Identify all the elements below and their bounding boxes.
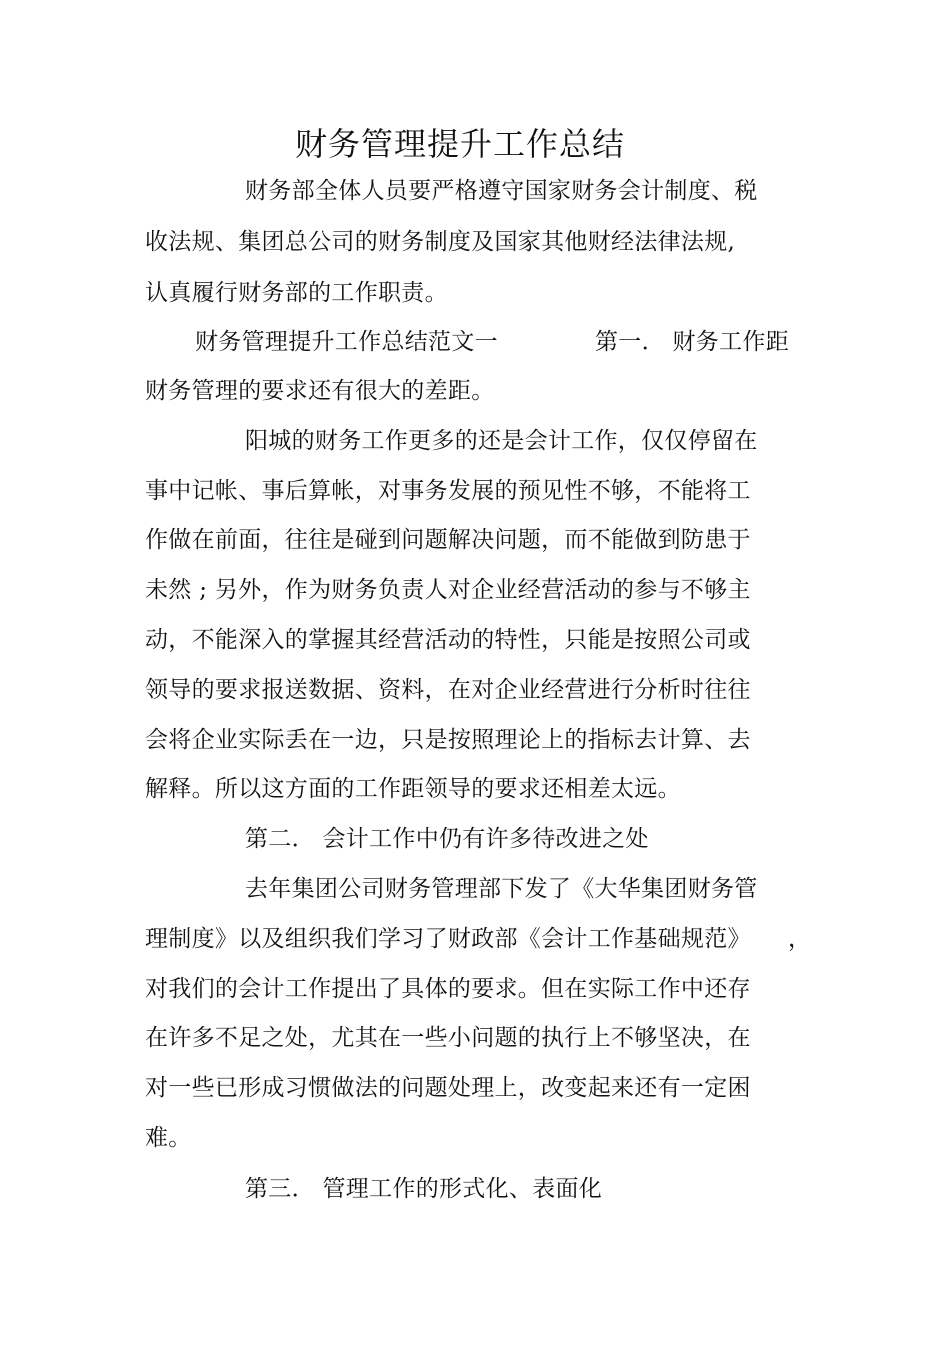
section-three-heading: 第三． 管理工作的形式化、表面化 [245,1176,603,1202]
section-two-heading: 第二． 会计工作中仍有许多待改进之处 [245,826,649,852]
paragraph-line: 事中记帐、事后算帐，对事务发展的预见性不够，不能将工 [145,478,751,504]
document-title: 财务管理提升工作总结 [294,125,625,163]
paragraph-line: 解释。所以这方面的工作距领导的要求还相差太远。 [145,776,681,802]
paragraph-line: 动，不能深入的掌握其经营活动的特性，只能是按照公司或 [145,627,751,653]
paragraph-line: 未然 ; 另外，作为财务负责人对企业经营活动的参与不够主 [145,577,751,603]
paragraph-line: 阳城的财务工作更多的还是会计工作，仅仅停留在 [245,428,758,454]
paragraph-line: 去年集团公司财务管理部下发了《大华集团财务管 [245,876,758,902]
section-one-heading-tail: 财务管理的要求还有很大的差距。 [145,378,495,404]
intro-line: 认真履行财务部的工作职责。 [145,280,448,306]
section-one-heading: 第一． 财务工作距 [595,329,790,355]
paragraph-line: 领导的要求报送数据、资料，在对企业经营进行分析时往往 [145,677,751,703]
intro-line: 收法规、集团总公司的财务制度及国家其他财经法律法规, [145,229,736,255]
intro-line: 财务部全体人员要严格遵守国家财务会计制度、税 [245,178,758,204]
paragraph-line: 作做在前面，往往是碰到问题解决问题，而不能做到防患于 [145,527,751,553]
article-heading: 财务管理提升工作总结范文一 [195,329,498,355]
paragraph-line: 对一些已形成习惯做法的问题处理上，改变起来还有一定困 [145,1075,751,1101]
paragraph-line: 理制度》以及组织我们学习了财政部《会计工作基础规范》 [145,926,751,952]
paragraph-line: 难。 [145,1125,192,1151]
paragraph-line: 对我们的会计工作提出了具体的要求。但在实际工作中还存 [145,976,751,1002]
paragraph-line: 会将企业实际丢在一边，只是按照理论上的指标去计算、去 [145,727,751,753]
trailing-comma: ， [788,926,812,952]
paragraph-line: 在许多不足之处，尤其在一些小问题的执行上不够坚决，在 [145,1025,751,1051]
